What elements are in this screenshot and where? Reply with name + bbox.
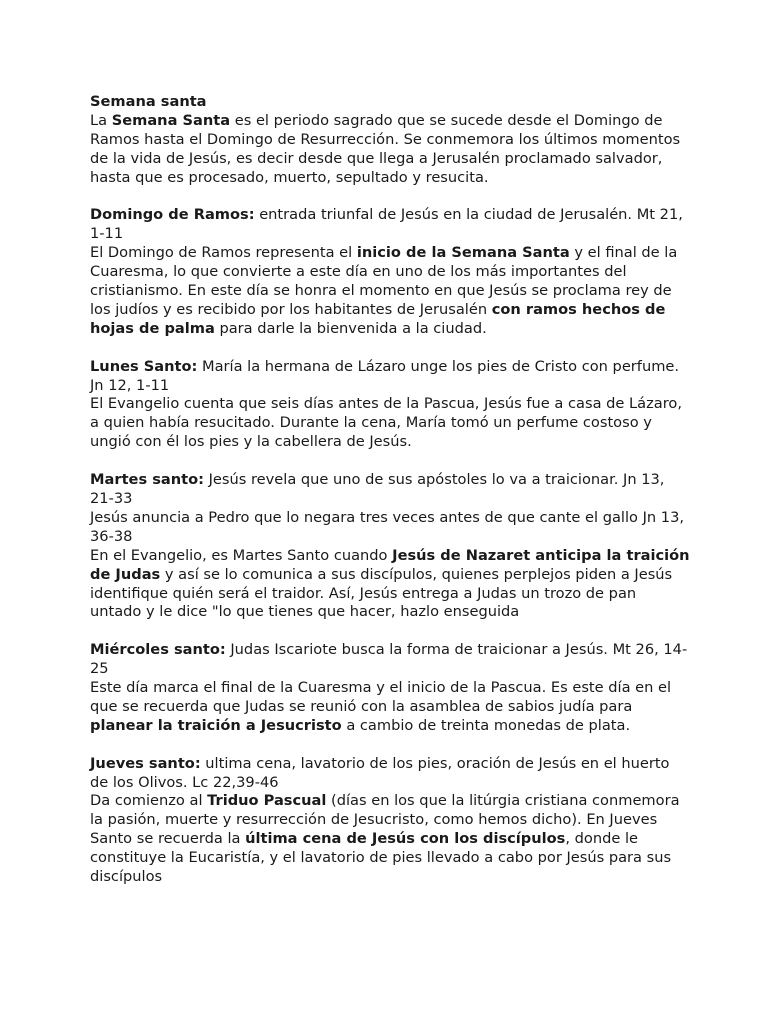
- paragraph: [90, 679, 690, 736]
- paragraph: [90, 206, 690, 244]
- bold-text: planear la traición a Jesucristo: [90, 716, 342, 734]
- section-2: [90, 358, 690, 453]
- section-1: [90, 206, 690, 338]
- paragraph: [90, 547, 690, 623]
- body-text: La: [90, 111, 112, 129]
- section-5: [90, 755, 690, 887]
- bold-text: Jesús de Nazaret anticipa la traición de Judas: [90, 546, 690, 583]
- bold-text: Semana Santa: [111, 111, 231, 129]
- paragraph: [90, 755, 690, 793]
- body-text: Judas Iscariote busca la forma de traicionar a Jesús. Mt 26, 14-25: [90, 641, 688, 678]
- section-0: [90, 112, 690, 188]
- bold-text: inicio de la Semana Santa: [356, 244, 570, 262]
- body-text: En el Evangelio, es Martes Santo cuando: [90, 546, 393, 564]
- body-text: para darle la bienvenida a la ciudad.: [214, 319, 487, 337]
- bold-text: con ramos hechos de hojas de palma: [90, 300, 666, 337]
- bold-text: Domingo de Ramos:: [90, 206, 255, 224]
- bold-text: Miércoles santo:: [90, 641, 226, 659]
- paragraph: [90, 471, 690, 509]
- bold-text: última cena de Jesús con los discípulos: [245, 830, 566, 848]
- body-text: Jesús anuncia a Pedro que lo negara tres veces antes de que cante el gallo Jn 13, 36-38: [90, 508, 684, 545]
- section-4: [90, 641, 690, 736]
- body-text: (días en los que la litúrgia cristiana conmemora la pasión, muerte y resurrección de Jesucristo, como hemos dicho). En Jueves Santo se recuerda la: [90, 792, 680, 848]
- paragraph: [90, 792, 690, 887]
- paragraph: [90, 358, 690, 396]
- body-text: Jesús revela que uno de sus apóstoles lo va a traicionar. Jn 13, 21-33: [90, 471, 665, 507]
- body-text: ultima cena, lavatorio de los pies, oración de Jesús en el huerto de los Olivos. Lc 22,39-46: [90, 754, 670, 791]
- body-text: María la hermana de Lázaro unge los pies de Cristo con perfume. Jn 12, 1-11: [90, 357, 680, 394]
- body-text: y así se lo comunica a sus discípulos, quienes perplejos piden a Jesús identifique quién será el traidor. Así, Jesús entrega a Judas un trozo de pan untado y le dice "lo que tienes que hacer, hazlo enseguida: [90, 565, 673, 621]
- bold-text: Jueves santo:: [90, 754, 201, 772]
- document-page: [90, 93, 690, 906]
- document-title: Semana santa: [90, 93, 207, 110]
- body-text: y el final de la Cuaresma, lo que convierte a este día en uno de los más importantes del cristianismo. En este día se honra el momento en que Jesús se proclama rey de los judíos y es recibido por los habitantes de Jerusalén: [90, 244, 678, 318]
- body-text: El Domingo de Ramos representa el: [90, 244, 357, 262]
- body-text: a cambio de treinta monedas de plata.: [341, 716, 631, 734]
- body-text: Este día marca el final de la Cuaresma y el inicio de la Pascua. Es este día en el que se recuerda que Judas se reunió con la asamblea de sabios judía para: [90, 679, 672, 715]
- bold-text: Triduo Pascual: [207, 792, 327, 810]
- document-body: [90, 112, 690, 887]
- body-text: Da comienzo al: [90, 792, 208, 810]
- section-3: [90, 471, 690, 622]
- body-text: entrada triunfal de Jesús en la ciudad de Jerusalén. Mt 21, 1-11: [90, 206, 683, 243]
- body-text: El Evangelio cuenta que seis días antes de la Pascua, Jesús fue a casa de Lázaro, a quien había resucitado. Durante la cena, María tomó un perfume costoso y ungió con él los pies y la cabellera de Jesús.: [90, 395, 682, 451]
- bold-text: Lunes Santo:: [90, 357, 198, 375]
- bold-text: Martes santo:: [90, 471, 204, 489]
- paragraph: [90, 395, 690, 452]
- document-title-line: [90, 93, 690, 112]
- paragraph: [90, 641, 690, 679]
- paragraph: [90, 244, 690, 339]
- paragraph: [90, 112, 690, 188]
- body-text: , donde le constituye la Eucaristía, y el lavatorio de pies llevado a cabo por Jesús para sus discípulos: [90, 830, 672, 886]
- paragraph: [90, 509, 690, 547]
- body-text: es el periodo sagrado que se sucede desde el Domingo de Ramos hasta el Domingo de Resurrección. Se conmemora los últimos momentos de la vida de Jesús, es decir desde que llega a Jerusalén proclamado salvador, hasta que es procesado, muerto, sepultado y resucita.: [90, 111, 681, 186]
